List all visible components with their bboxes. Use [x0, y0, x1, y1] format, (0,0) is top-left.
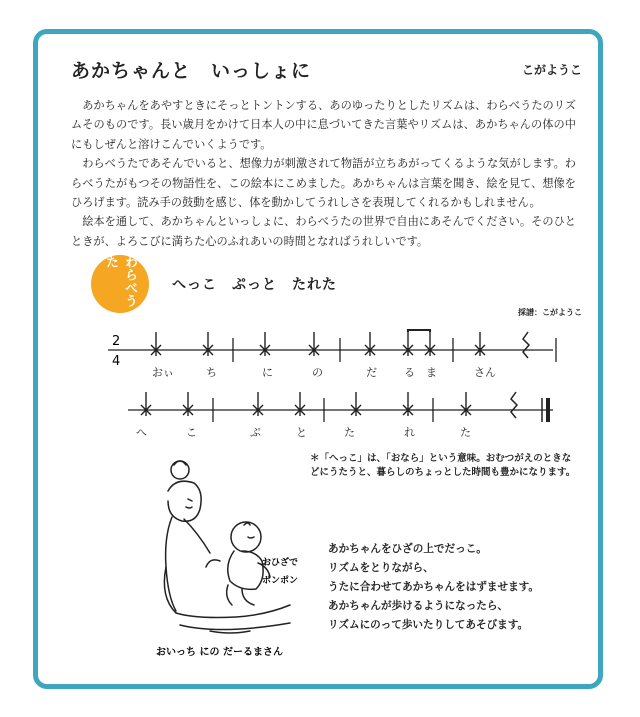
lyric-syllable: に	[262, 366, 273, 379]
lyric-syllable: だ	[366, 366, 377, 379]
lyric-syllable: れ	[404, 426, 415, 439]
lyric-syllable: と	[296, 426, 307, 439]
lyric-syllable: た	[460, 426, 471, 439]
side-text-1: おひざで	[262, 558, 299, 568]
page-title: あかちゃんと いっしょに	[71, 60, 312, 82]
intro-text	[71, 96, 576, 251]
footnote: ＊「へっこ」は、「おなら」という意味。おむつがえのときなどにうたうと、暮らしのちょっとした時間も豊かになります。	[310, 453, 576, 478]
mother-baby-illustration	[150, 455, 330, 665]
time-signature-top: 2	[112, 334, 121, 349]
instruction-line: リズムをとりながら、	[328, 562, 434, 574]
paragraph: 絵本を通して、あかちゃんといっしょに、わらべうたの世界で自由にあそんでください。そのひとときが、よろこびに満ちた心のふれあいの時間となればうれしいです。	[71, 215, 576, 248]
note-beam	[408, 330, 430, 332]
lyric-syllable: こ	[186, 426, 197, 439]
lyric-syllable: た	[344, 426, 355, 439]
instruction-line: あかちゃんをひざの上でだっこ。	[328, 543, 487, 555]
rest-symbol	[511, 392, 517, 418]
time-signature-bottom: 4	[112, 354, 121, 369]
music-score	[108, 318, 578, 450]
instruction-line: あかちゃんが歩けるようになったら、	[328, 600, 509, 612]
lyric-syllable: の	[312, 366, 323, 379]
paragraph: あかちゃんをあやすときにそっとトントンする、あのゆったりとしたリズムは、わらべうたのリズムそのものです。長い歳月をかけて日本人の中に息づいてきた言葉やリズムは、あかちゃんの体の中にもしぜんと溶けこんでいくようです。	[71, 99, 576, 151]
paragraph: わらべうたであそんでいると、想像力が刺激されて物語が立ちあがってくるような気がします。わらべうたがもつその物語性を、この絵本にこめました。あかちゃんは言葉を聞き、絵を見て、想像をひろげます。読み手の鼓動を感じ、体を動かしてうれしさを表現してくれるかもしれません。	[71, 157, 576, 210]
lyric-syllable: る	[404, 366, 415, 379]
rest-symbol	[523, 332, 529, 358]
lyric-syllable: ぷ	[250, 426, 261, 439]
author-name: こがようこ	[521, 63, 582, 77]
lyric-syllable: ま	[426, 366, 437, 379]
illustration-caption: おいっち にの だーるまさん	[156, 647, 283, 658]
warabeuta-badge: わらべうた	[91, 255, 149, 313]
instruction-line: リズムにのって歩いたりしてあそびます。	[328, 619, 529, 631]
lyric-syllable: さん	[474, 366, 496, 379]
side-text-2: ポンポン	[262, 576, 299, 586]
song-title: へっこ ぷっと たれた	[172, 277, 337, 293]
instruction-line: うたに合わせてあかちゃんをはずませます。	[328, 581, 540, 593]
lyric-syllable: おぃ	[152, 366, 174, 379]
lyric-syllable: ち	[206, 366, 217, 379]
lyric-syllable: へ	[136, 426, 147, 439]
transcription-credit: 採譜：こがようこ	[518, 308, 582, 317]
play-instructions	[328, 540, 539, 635]
